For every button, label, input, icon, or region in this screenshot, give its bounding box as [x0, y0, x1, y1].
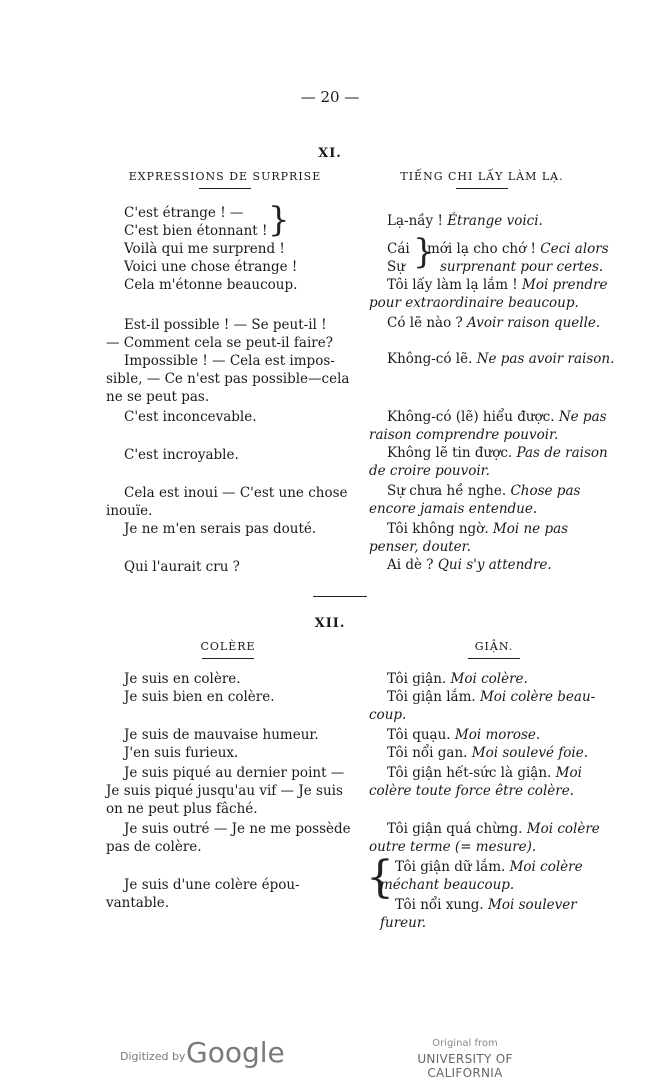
vietnamese-text: Không lẽ tin được. [387, 445, 513, 461]
french-gloss: raison comprendre pouvoir. [369, 427, 559, 443]
text-line [369, 538, 471, 556]
section-12-left-heading-text: COLÈRE [200, 640, 256, 653]
text-line: Je suis bien en colère. [124, 689, 275, 705]
vietnamese-text: Tôi nổi xung. [395, 897, 484, 913]
text-line: inouïe. [106, 503, 153, 519]
heading-rule [202, 658, 254, 659]
section-12-right-heading [444, 640, 544, 659]
french-gloss: pour extraordinaire beaucoup. [369, 295, 579, 311]
vietnamese-text: Cái [387, 241, 410, 257]
french-gloss: Pas de raison [516, 445, 608, 461]
text-line [387, 258, 405, 276]
vietnamese-text: Ai dè ? [387, 557, 434, 573]
section-divider [313, 596, 367, 597]
french-gloss: Ceci alors [540, 241, 609, 257]
french-gloss: Étrange voici. [447, 213, 543, 229]
vietnamese-text: Không-có lẽ. [387, 351, 473, 367]
french-gloss: Ne pas [558, 409, 607, 425]
text-line: sible, — Ce n'est pas possible—cela [106, 371, 350, 387]
french-gloss: Moi colère beau- [479, 689, 596, 705]
text-line [387, 820, 600, 838]
text-line [387, 482, 580, 500]
text-line [369, 706, 406, 724]
brace-icon: } [413, 232, 435, 272]
vietnamese-text: Sự chưa hề nghe. [387, 483, 507, 499]
text-line: C'est incroyable. [124, 447, 239, 463]
text-line [387, 764, 582, 782]
french-gloss: Moi soulever [488, 897, 577, 913]
text-line [387, 670, 528, 688]
text-line [369, 500, 537, 518]
french-gloss: fureur. [380, 915, 427, 931]
french-gloss: colère toute force être colère. [369, 783, 574, 799]
text-line: C'est bien étonnant ! [124, 223, 268, 239]
text-line [369, 294, 579, 312]
french-gloss: Moi colère [509, 859, 583, 875]
text-line [387, 688, 595, 706]
vietnamese-text: Tôi giận hết-sức là giận. [387, 765, 552, 781]
text-line: ne se peut pas. [106, 389, 210, 405]
text-line [387, 240, 410, 258]
text-line [387, 276, 607, 294]
vietnamese-text: Tôi nổi gan. [387, 745, 468, 761]
text-line: Je suis de mauvaise humeur. [124, 727, 319, 743]
text-line: — Comment cela se peut-il faire? [106, 335, 333, 351]
text-line [369, 462, 490, 480]
university-label: UNIVERSITY OF CALIFORNIA [417, 1052, 513, 1080]
text-line: Je ne m'en serais pas douté. [124, 521, 317, 537]
french-gloss: Avoir raison quelle. [467, 315, 601, 331]
text-line [387, 408, 607, 426]
heading-rule [199, 188, 251, 189]
heading-rule [456, 188, 508, 189]
vietnamese-text: Tôi giận. [387, 671, 447, 687]
text-line [369, 426, 558, 444]
text-line: Je suis outré — Je ne me possède [124, 821, 351, 837]
heading-rule [468, 658, 520, 659]
text-line [427, 240, 609, 258]
section-11-left-heading [120, 170, 330, 189]
text-line: Je suis d'une colère épou- [124, 877, 300, 893]
french-gloss: Moi colère. [450, 671, 528, 687]
vietnamese-text: mới lạ cho chớ ! [427, 241, 536, 257]
vietnamese-text: Tôi lấy làm lạ lắm ! [387, 277, 518, 293]
text-line: Cela est inoui — C'est une chose [124, 485, 348, 501]
brace-icon: { [366, 852, 394, 903]
page-number: — 20 — [300, 88, 360, 106]
vietnamese-text: Tôi giận dữ lắm. [395, 859, 506, 875]
text-line: on ne peut plus fâché. [106, 801, 258, 817]
vietnamese-text: Tôi giận lắm. [387, 689, 476, 705]
vietnamese-text: Tôi quạu. [387, 727, 451, 743]
text-line [387, 520, 568, 538]
vietnamese-text: Lạ-nầy ! [387, 213, 443, 229]
french-gloss: Moi colère [526, 821, 600, 837]
original-from-label: Original from [432, 1038, 498, 1049]
text-line: Qui l'aurait cru ? [124, 559, 240, 575]
french-gloss: méchant beaucoup. [380, 877, 515, 893]
vietnamese-text: Có lẽ nào ? [387, 315, 463, 331]
section-11-right-heading-text: TIẾNG CHI LẤY LÀM LẠ. [400, 170, 564, 183]
french-gloss: Moi [555, 765, 582, 781]
text-line: Je suis piqué jusqu'au vif — Je suis [106, 783, 343, 799]
google-logo: Google [186, 1036, 285, 1069]
french-gloss: Ne pas avoir raison. [476, 351, 615, 367]
text-line: J'en suis furieux. [124, 745, 239, 761]
text-line [387, 726, 540, 744]
french-gloss: penser, douter. [369, 539, 471, 555]
section-12-left-heading [178, 640, 278, 659]
text-line [369, 838, 536, 856]
french-gloss: Chose pas [510, 483, 581, 499]
text-line [440, 258, 603, 276]
text-line: Est-il possible ! — Se peut-il ! [124, 317, 327, 333]
french-gloss: encore jamais entendue. [369, 501, 538, 517]
text-line [387, 744, 588, 762]
text-line: C'est inconcevable. [124, 409, 257, 425]
french-gloss: Moi prendre [522, 277, 608, 293]
french-gloss: de croire pouvoir. [369, 463, 490, 479]
vietnamese-text: Tôi không ngờ. [387, 521, 489, 537]
digitized-by-label: Digitized by [120, 1050, 186, 1063]
text-line [395, 858, 583, 876]
text-line: pas de colère. [106, 839, 202, 855]
text-line: Cela m'étonne beaucoup. [124, 277, 298, 293]
text-line [387, 212, 543, 230]
text-line [387, 350, 614, 368]
french-gloss: coup. [369, 707, 407, 723]
text-line [380, 876, 514, 894]
french-gloss: outre terme (= mesure). [369, 839, 537, 855]
section-11-numeral: XI. [318, 146, 342, 161]
french-gloss: Moi ne pas [492, 521, 569, 537]
text-line [387, 314, 600, 332]
text-line: Je suis piqué au dernier point — [124, 765, 345, 781]
text-line: C'est étrange ! — [124, 205, 244, 221]
section-11-left-heading-text: EXPRESSIONS DE SURPRISE [128, 170, 322, 183]
text-line [369, 782, 574, 800]
vietnamese-text: Không-có (lẽ) hiểu được. [387, 409, 555, 425]
brace-right-icon: } [268, 200, 290, 240]
text-line: Voilà qui me surprend ! [124, 241, 285, 257]
french-gloss: Moi morose. [454, 727, 541, 743]
text-line: Je suis en colère. [124, 671, 241, 687]
french-gloss: surprenant pour certes. [440, 259, 604, 275]
text-line: Voici une chose étrange ! [124, 259, 298, 275]
section-12-numeral: XII. [314, 616, 346, 631]
text-line [380, 914, 426, 932]
vietnamese-text: Sự [387, 259, 405, 275]
digitization-footer [0, 1036, 660, 1080]
french-gloss: Moi soulevé foie. [471, 745, 589, 761]
text-line [395, 896, 577, 914]
text-line: vantable. [106, 895, 170, 911]
vietnamese-text: Tôi giận quá chừng. [387, 821, 523, 837]
text-line [387, 444, 608, 462]
french-gloss: Qui s'y attendre. [437, 557, 552, 573]
section-11-right-heading [382, 170, 582, 189]
section-12-right-heading-text: GIẬN. [474, 640, 514, 653]
text-line: Impossible ! — Cela est impos- [124, 353, 335, 369]
text-line [387, 556, 552, 574]
